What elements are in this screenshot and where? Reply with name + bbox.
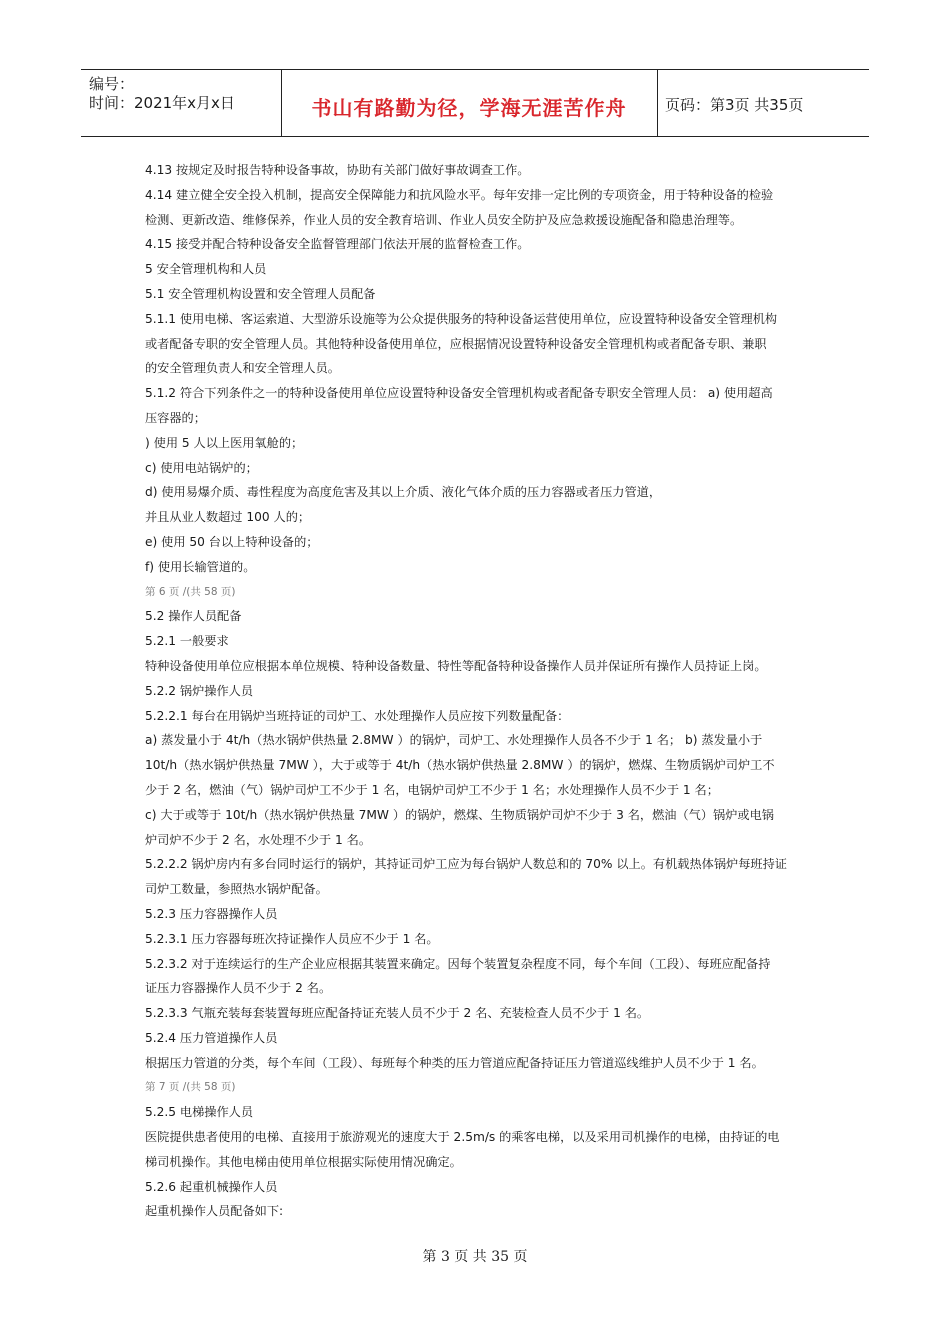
body-text-line: 炉司炉不少于 2 名，水处理不少于 1 名。 <box>145 832 372 847</box>
body-text-line: 5.2.5 电梯操作人员 <box>145 1105 254 1120</box>
body-text-line: 5.2.3.3 气瓶充装每套装置每班应配备持证充装人员不少于 2 名、充装检查人员不少于 1 名。 <box>145 1006 650 1021</box>
body-text-line: 证压力容器操作人员不少于 2 名。 <box>145 981 332 996</box>
body-text-line: 5.2.6 起重机械操作人员 <box>145 1179 278 1194</box>
body-text-line: 5.2.3.2 对于连续运行的生产企业应根据其装置来确定。因每个装置复杂程度不同，每个车间（工段）、每班应配备持 <box>145 956 771 971</box>
body-text-line: 压容器的； <box>145 410 206 425</box>
body-text-line: 5.2.2.2 锅炉房内有多台同时运行的锅炉，其持证司炉工应为每台锅炉人数总和的 70% 以上。有机载热体锅炉每班持证 <box>145 857 787 872</box>
document-date-label: 时间：2021年x月x日 <box>89 94 235 112</box>
body-text-line: c) 大于或等于 10t/h（热水锅炉供热量 7MW ）的锅炉，燃煤、生物质锅炉司炉不少于 3 名，燃油（气）锅炉或电锅 <box>145 807 774 822</box>
body-text-line: 4.14 建立健全安全投入机制，提高安全保障能力和抗风险水平。每年安排一定比例的专项资金，用于特种设备的检验 <box>145 187 774 202</box>
body-text-line: 5.2.1 一般要求 <box>145 634 229 649</box>
body-text-line: 检测、更新改造、维修保养，作业人员的安全教育培训、作业人员安全防护及应急救援设施配备和隐患治理等。 <box>145 212 743 227</box>
body-text-line: c) 使用电站锅炉的； <box>145 460 258 475</box>
body-text-line: 司炉工数量，参照热水锅炉配备。 <box>145 882 328 897</box>
body-text-line: 5 安全管理机构和人员 <box>145 262 267 277</box>
body-text-line: 5.2 操作人员配备 <box>145 609 242 624</box>
body-text-line: 5.2.4 压力管道操作人员 <box>145 1030 278 1045</box>
page-header <box>81 69 869 137</box>
body-text-line: 医院提供患者使用的电梯、直接用于旅游观光的速度大于 2.5m/s 的乘客电梯，以及采用司机操作的电梯，由持证的电 <box>145 1130 780 1145</box>
body-text-line: 特种设备使用单位应根据本单位规模、特种设备数量、特性等配备特种设备操作人员并保证所有操作人员持证上岗。 <box>145 658 767 673</box>
body-text-line: 起重机操作人员配备如下: <box>145 1204 284 1219</box>
body-text-line: 的安全管理负责人和安全管理人员。 <box>145 361 340 376</box>
body-text-line: 梯司机操作。其他电梯由使用单位根据实际使用情况确定。 <box>145 1154 462 1169</box>
body-text-line: 5.1.1 使用电梯、客运索道、大型游乐设施等为公众提供服务的特种设备运营使用单位，应设置特种设备安全管理机构 <box>145 311 778 326</box>
body-text-line: 10t/h（热水锅炉供热量 7MW ），大于或等于 4t/h（热水锅炉供热量 2.8MW ）的锅炉，燃煤、生物质锅炉司炉工不 <box>145 758 775 773</box>
body-text-line: ) 使用 5 人以上医用氧舱的； <box>145 435 304 450</box>
body-text-line: 5.2.3.1 压力容器每班次持证操作人员应不少于 1 名。 <box>145 931 439 946</box>
body-text-line: 根据压力管道的分类，每个车间（工段）、每班每个种类的压力管道应配备持证压力管道巡线维护人员不少于 1 名。 <box>145 1055 764 1070</box>
header-right-cell <box>657 70 869 136</box>
body-text-line: 5.2.2 锅炉操作人员 <box>145 683 254 698</box>
header-motto: 书山有路勤为径，学海无涯苦作舟 <box>311 96 627 120</box>
inline-page-marker: 第 7 页 /(共 58 页) <box>145 1081 236 1094</box>
body-text-line: f) 使用长输管道的。 <box>145 559 256 574</box>
body-text-line: 5.1.2 符合下列条件之一的特种设备使用单位应设置特种设备安全管理机构或者配备专职安全管理人员： a) 使用超高 <box>145 386 773 401</box>
body-text-line: 5.2.3 压力容器操作人员 <box>145 906 278 921</box>
document-number-label: 编号： <box>89 75 135 93</box>
header-page-label: 页码：第3页 共35页 <box>665 96 804 114</box>
page-footer: 第 3 页 共 35 页 <box>422 1249 528 1265</box>
body-text-line: d) 使用易爆介质、毒性程度为高度危害及其以上介质、液化气体介质的压力容器或者压力管道， <box>145 485 662 500</box>
header-left-cell <box>81 70 282 136</box>
body-text-line: 并且从业人数超过 100 人的； <box>145 510 311 525</box>
body-text-line: e) 使用 50 台以上特种设备的； <box>145 534 319 549</box>
body-text-line: 4.13 按规定及时报告特种设备事故，协助有关部门做好事故调查工作。 <box>145 163 530 177</box>
header-middle-cell <box>281 70 658 136</box>
body-text-line: a) 蒸发量小于 4t/h（热水锅炉供热量 2.8MW ）的锅炉，司炉工、水处理操作人员各不少于 1 名； b) 蒸发量小于 <box>145 733 763 748</box>
body-text-line: 少于 2 名，燃油（气）锅炉司炉工不少于 1 名，电锅炉司炉工不少于 1 名；水处理操作人员不少于 1 名； <box>145 782 719 797</box>
body-text-line: 4.15 接受并配合特种设备安全监督管理部门依法开展的监督检查工作。 <box>145 237 530 252</box>
body-text-line: 或者配备专职的安全管理人员。其他特种设备使用单位，应根据情况设置特种设备安全管理机构或者配备专职、兼职 <box>145 336 767 351</box>
inline-page-marker: 第 6 页 /(共 58 页) <box>145 585 236 598</box>
body-text-line: 5.2.2.1 每台在用锅炉当班持证的司炉工、水处理操作人员应按下列数量配备： <box>145 708 570 723</box>
body-text-line: 5.1 安全管理机构设置和安全管理人员配备 <box>145 286 376 301</box>
document-body <box>145 158 810 1224</box>
